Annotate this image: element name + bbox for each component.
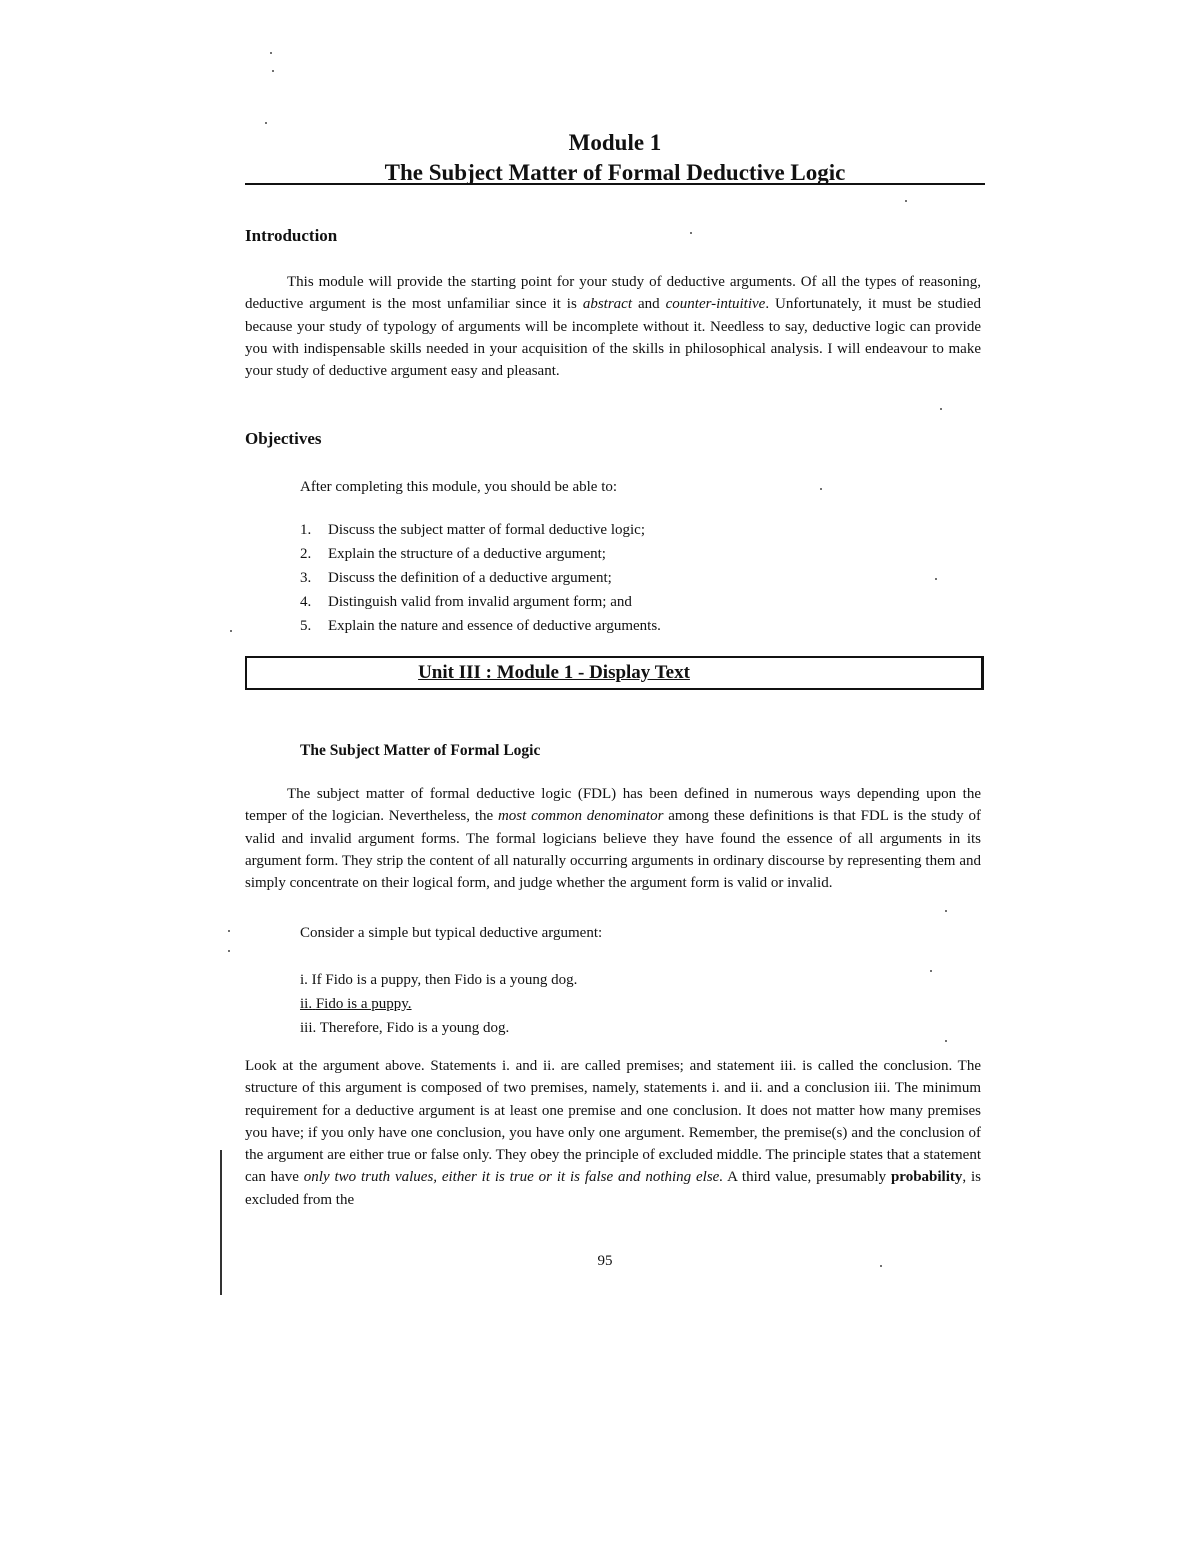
intro-emphasis-abstract: abstract [582,296,632,313]
scan-speck [820,488,822,490]
scan-speck [230,630,232,632]
scan-speck [690,232,692,234]
display-text-label: Unit III : Module 1 - Display Text [418,662,690,683]
list-item [300,968,577,992]
list-item-text: Distinguish valid from invalid argument form; and [328,594,632,610]
subject-matter-paragraph [245,783,981,894]
scan-speck [228,950,230,952]
consider-line: Consider a simple but typical deductive argument: [300,925,603,941]
scan-speck [272,70,274,72]
scan-speck [265,122,267,124]
example-text: Fido is a puppy. [315,996,412,1012]
list-item-text: Discuss the definition of a deductive argument; [328,570,612,586]
subject-matter-subheading: The Subject Matter of Formal Logic [300,742,541,759]
para1-text-1: The subject matter of formal deductive logic (FDL) has been defined in numerous ways depending upon the temper of the logician. Nevertheless, the [245,786,981,825]
list-item [300,566,661,590]
introduction-heading: Introduction [245,226,338,245]
para2-emphasis: only two truth values, either it is true or it is false and nothing else. [303,1169,724,1186]
scan-speck [945,910,947,912]
module-header [245,128,985,188]
list-item [300,614,661,638]
objectives-heading: Objectives [245,429,322,448]
intro-text-2: and [631,296,666,313]
list-item-text: Explain the structure of a deductive argument; [328,546,606,562]
list-item-text: Explain the nature and essence of deductive arguments. [328,618,661,634]
example-number: ii. [300,996,313,1012]
display-text-box [245,656,984,690]
para2-text-1: Look at the argument above. Statements i. and ii. are called premises; and statement iii. is called the conclusion. The structure of this argument is composed of two premises, namely, statements i. and ii. and a conclusion iii. The minimum requirement for a deductive argument is at least one premise and one conclusion. It does not matter how many premises you have; if you only have one conclusion, you have only one argument. Remember, the premise(s) and the conclusion of the argument are either true or false only. They obey the principle of excluded middle. The principle states that a statement can have [245,1058,981,1186]
list-item [300,992,577,1016]
scan-speck [940,408,942,410]
para1-emphasis: most common denominator [497,808,664,825]
list-item [300,518,661,542]
list-item-number: 1. [300,522,312,538]
scan-speck [228,930,230,932]
intro-text-3: . Unfortunately, it must be studied because your study of typology of arguments will be incomplete without it. Needless to say, deductive logic can provide you with indispensable skills needed in your acquisition of the skills in philosophical analysis. I will endeavour to make your study of deductive argument easy and pleasant. [245,296,981,380]
argument-analysis-paragraph [245,1055,981,1211]
scan-speck [930,970,932,972]
intro-emphasis-counter-intuitive: counter-intuitive [665,296,766,313]
objectives-lead: After completing this module, you should be able to: [300,479,618,495]
title-divider [245,183,985,185]
para2-text-2: A third value, presumably [723,1169,891,1186]
page-number: 95 [597,1253,613,1269]
example-text: Therefore, Fido is a young dog. [319,1020,510,1036]
introduction-paragraph [245,271,981,382]
example-text: If Fido is a puppy, then Fido is a young dog. [311,972,578,988]
scan-speck [270,52,272,54]
list-item-text: Discuss the subject matter of formal deductive logic; [328,522,645,538]
module-number: Module 1 [568,130,662,155]
list-item [300,1016,577,1040]
objectives-list [300,518,661,638]
para2-bold-probability: probability [890,1169,963,1186]
para1-text-2: among these definitions is that FDL is the study of valid and invalid argument forms. The formal logicians believe they have found the essence of all arguments in its argument form. They strip the content of all naturally occurring arguments in ordinary discourse by representing them and simply concentrate on their logical form, and judge whether the argument form is valid or invalid. [245,808,981,892]
list-item-number: 2. [300,546,312,562]
scan-speck [935,578,937,580]
list-item [300,590,661,614]
scan-speck [905,200,907,202]
module-title: The Subject Matter of Formal Deductive Logic [384,160,846,185]
intro-text-1: This module will provide the starting point for your study of deductive arguments. Of all the types of reasoning, deductive argument is the most unfamiliar since it is [245,274,981,313]
list-item-number: 5. [300,618,312,634]
example-argument [300,968,577,1040]
para2-text-3: , is excluded from the [245,1169,981,1208]
example-number: i. [300,972,308,988]
list-item-number: 3. [300,570,312,586]
example-number: iii. [300,1020,317,1036]
scan-speck [880,1265,882,1267]
list-item [300,542,661,566]
list-item-number: 4. [300,594,312,610]
margin-mark [220,1150,222,1295]
scan-speck [945,1040,947,1042]
